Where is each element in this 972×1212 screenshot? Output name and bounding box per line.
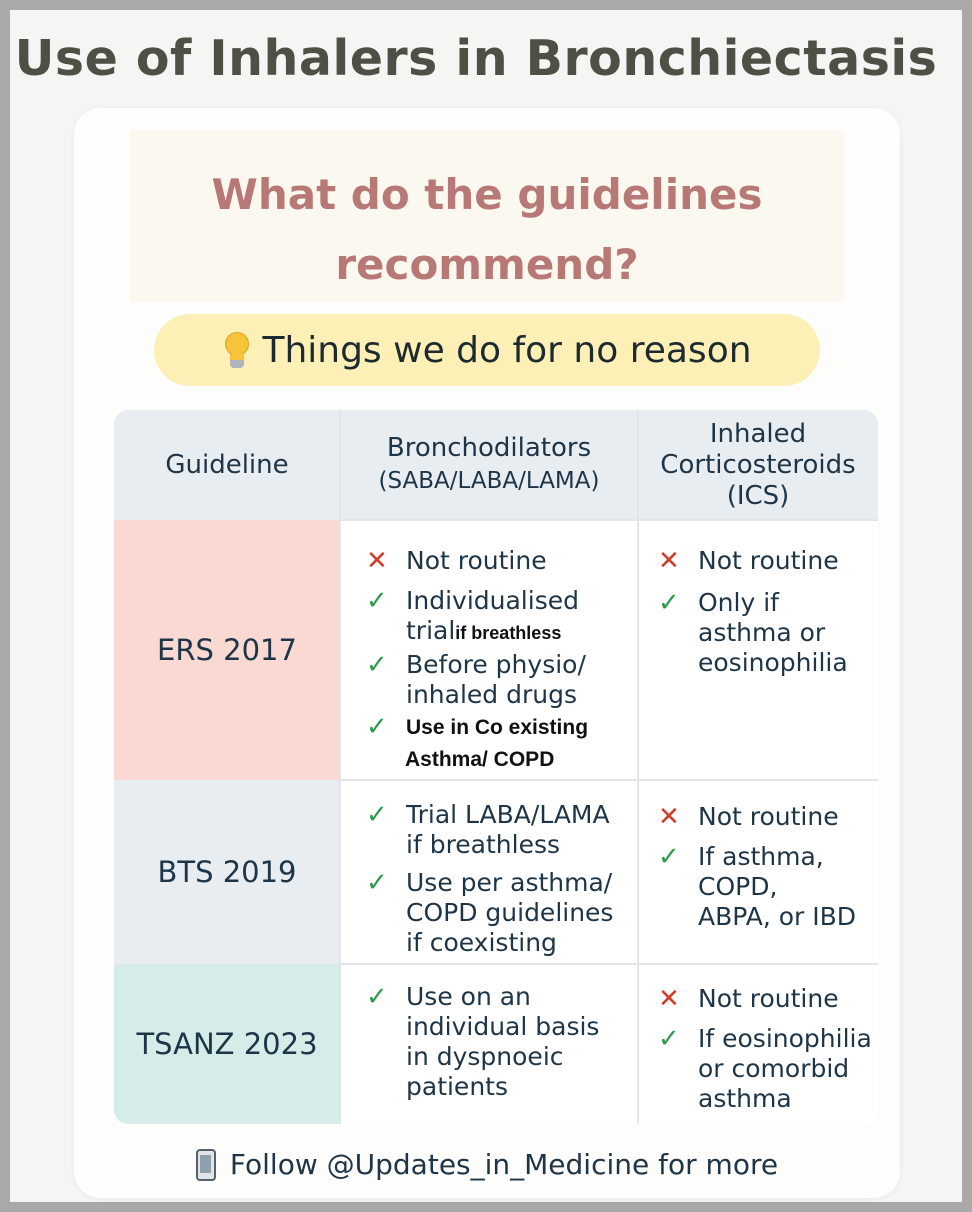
item-text-line: COPD,	[698, 872, 778, 901]
question-heading	[130, 160, 844, 300]
item-text: Not routine	[698, 546, 839, 575]
divider	[340, 963, 878, 965]
check-icon: ✓	[366, 712, 388, 742]
bts-ics-item	[658, 802, 839, 832]
phone-icon	[196, 1149, 216, 1181]
divider	[340, 779, 878, 781]
bts-bd-item	[366, 800, 610, 860]
item-text-line: Before physio/	[406, 650, 586, 679]
check-icon: ✓	[658, 588, 680, 618]
item-text	[406, 650, 586, 710]
check-icon: ✓	[366, 982, 388, 1012]
item-text-line: inhaled drugs	[406, 680, 577, 709]
header-bronchodilators-title: Bronchodilators	[386, 433, 592, 463]
item-text-line: asthma	[698, 1084, 792, 1113]
tagline-banner	[154, 314, 820, 386]
item-text-line: asthma or	[698, 618, 826, 647]
item-text-line: trial	[406, 616, 456, 645]
item-text	[406, 586, 579, 648]
item-text: Not routine	[406, 546, 547, 575]
item-text	[406, 868, 613, 958]
header-bronchodilators	[340, 410, 638, 520]
bts-bd-item	[366, 868, 613, 958]
item-text: Use in Co existing	[406, 716, 589, 739]
item-text-line: If asthma,	[698, 842, 824, 871]
item-text: Not routine	[698, 802, 839, 831]
footer	[74, 1148, 900, 1181]
ers-ics-item	[658, 588, 848, 678]
item-text-note: if breathless	[455, 623, 562, 643]
divider	[340, 519, 878, 521]
divider	[339, 410, 341, 1124]
header-ics-line-2: Corticosteroids	[660, 449, 856, 480]
guidelines-table	[114, 410, 878, 1124]
ers-ics-item	[658, 546, 839, 576]
item-text-line: individual basis	[406, 1012, 600, 1041]
check-icon: ✓	[366, 586, 388, 616]
item-text-line: ABPA, or IBD	[698, 902, 857, 931]
row-tsanz-guideline: TSANZ 2023	[114, 964, 340, 1124]
infographic-card	[74, 108, 900, 1198]
item-text-line: if coexisting	[406, 928, 557, 957]
item-text	[698, 1024, 872, 1114]
bts-ics-item	[658, 842, 856, 932]
item-text-line: in dyspnoeic	[406, 1042, 564, 1071]
item-text-line: Individualised	[406, 586, 579, 615]
item-text-line: Trial LABA/LAMA	[406, 800, 610, 829]
item-text-line: Only if	[698, 588, 779, 617]
item-text	[698, 842, 856, 932]
cross-icon: ✕	[658, 984, 680, 1014]
ers-bd-item	[366, 546, 547, 576]
item-text-line: or comorbid	[698, 1054, 850, 1083]
item-text	[406, 982, 599, 1102]
header-guideline: Guideline	[114, 410, 340, 520]
cross-icon: ✕	[658, 802, 680, 832]
header-ics-line-3: (ICS)	[726, 480, 790, 511]
divider	[637, 410, 639, 1124]
check-icon: ✓	[366, 868, 388, 898]
check-icon: ✓	[366, 800, 388, 830]
tagline-text: Things we do for no reason	[262, 329, 752, 371]
lightbulb-icon	[222, 330, 252, 370]
cross-icon: ✕	[658, 546, 680, 576]
tsanz-ics-item	[658, 1024, 872, 1114]
tsanz-bd-item	[366, 982, 599, 1102]
item-text-line: patients	[406, 1072, 508, 1101]
tsanz-ics-item	[658, 984, 839, 1014]
item-text-line: if breathless	[406, 830, 561, 859]
item-text: Not routine	[698, 984, 839, 1013]
item-text	[406, 800, 610, 860]
item-text-line: Use per asthma/	[406, 868, 613, 897]
question-box	[130, 130, 844, 302]
header-ics-line-1: Inhaled	[709, 418, 807, 449]
footer-text: Follow @Updates_in_Medicine for more	[229, 1148, 779, 1181]
row-bts-guideline: BTS 2019	[114, 780, 340, 964]
ers-bd-item	[366, 712, 588, 744]
item-text-line: If eosinophilia	[698, 1024, 872, 1053]
ers-bd-item	[366, 650, 586, 710]
check-icon: ✓	[366, 650, 388, 680]
row-ers-guideline: ERS 2017	[114, 520, 340, 780]
header-bronchodilators-sub: (SABA/LABA/LAMA)	[378, 468, 600, 494]
ers-bd-item	[366, 586, 579, 648]
header-ics	[638, 410, 878, 520]
question-line-2: recommend?	[335, 240, 639, 289]
item-text-line: COPD guidelines	[406, 898, 614, 927]
check-icon: ✓	[658, 1024, 680, 1054]
item-text-line: eosinophilia	[698, 648, 848, 677]
question-line-1: What do the guidelines	[211, 170, 763, 219]
cross-icon: ✕	[366, 546, 388, 576]
item-text	[698, 588, 848, 678]
item-text-line: Use on an	[406, 982, 531, 1011]
item-text-line: Asthma/ COPD	[405, 748, 555, 771]
check-icon: ✓	[658, 842, 680, 872]
main-title: Use of Inhalers in Bronchiectasis	[14, 30, 938, 87]
